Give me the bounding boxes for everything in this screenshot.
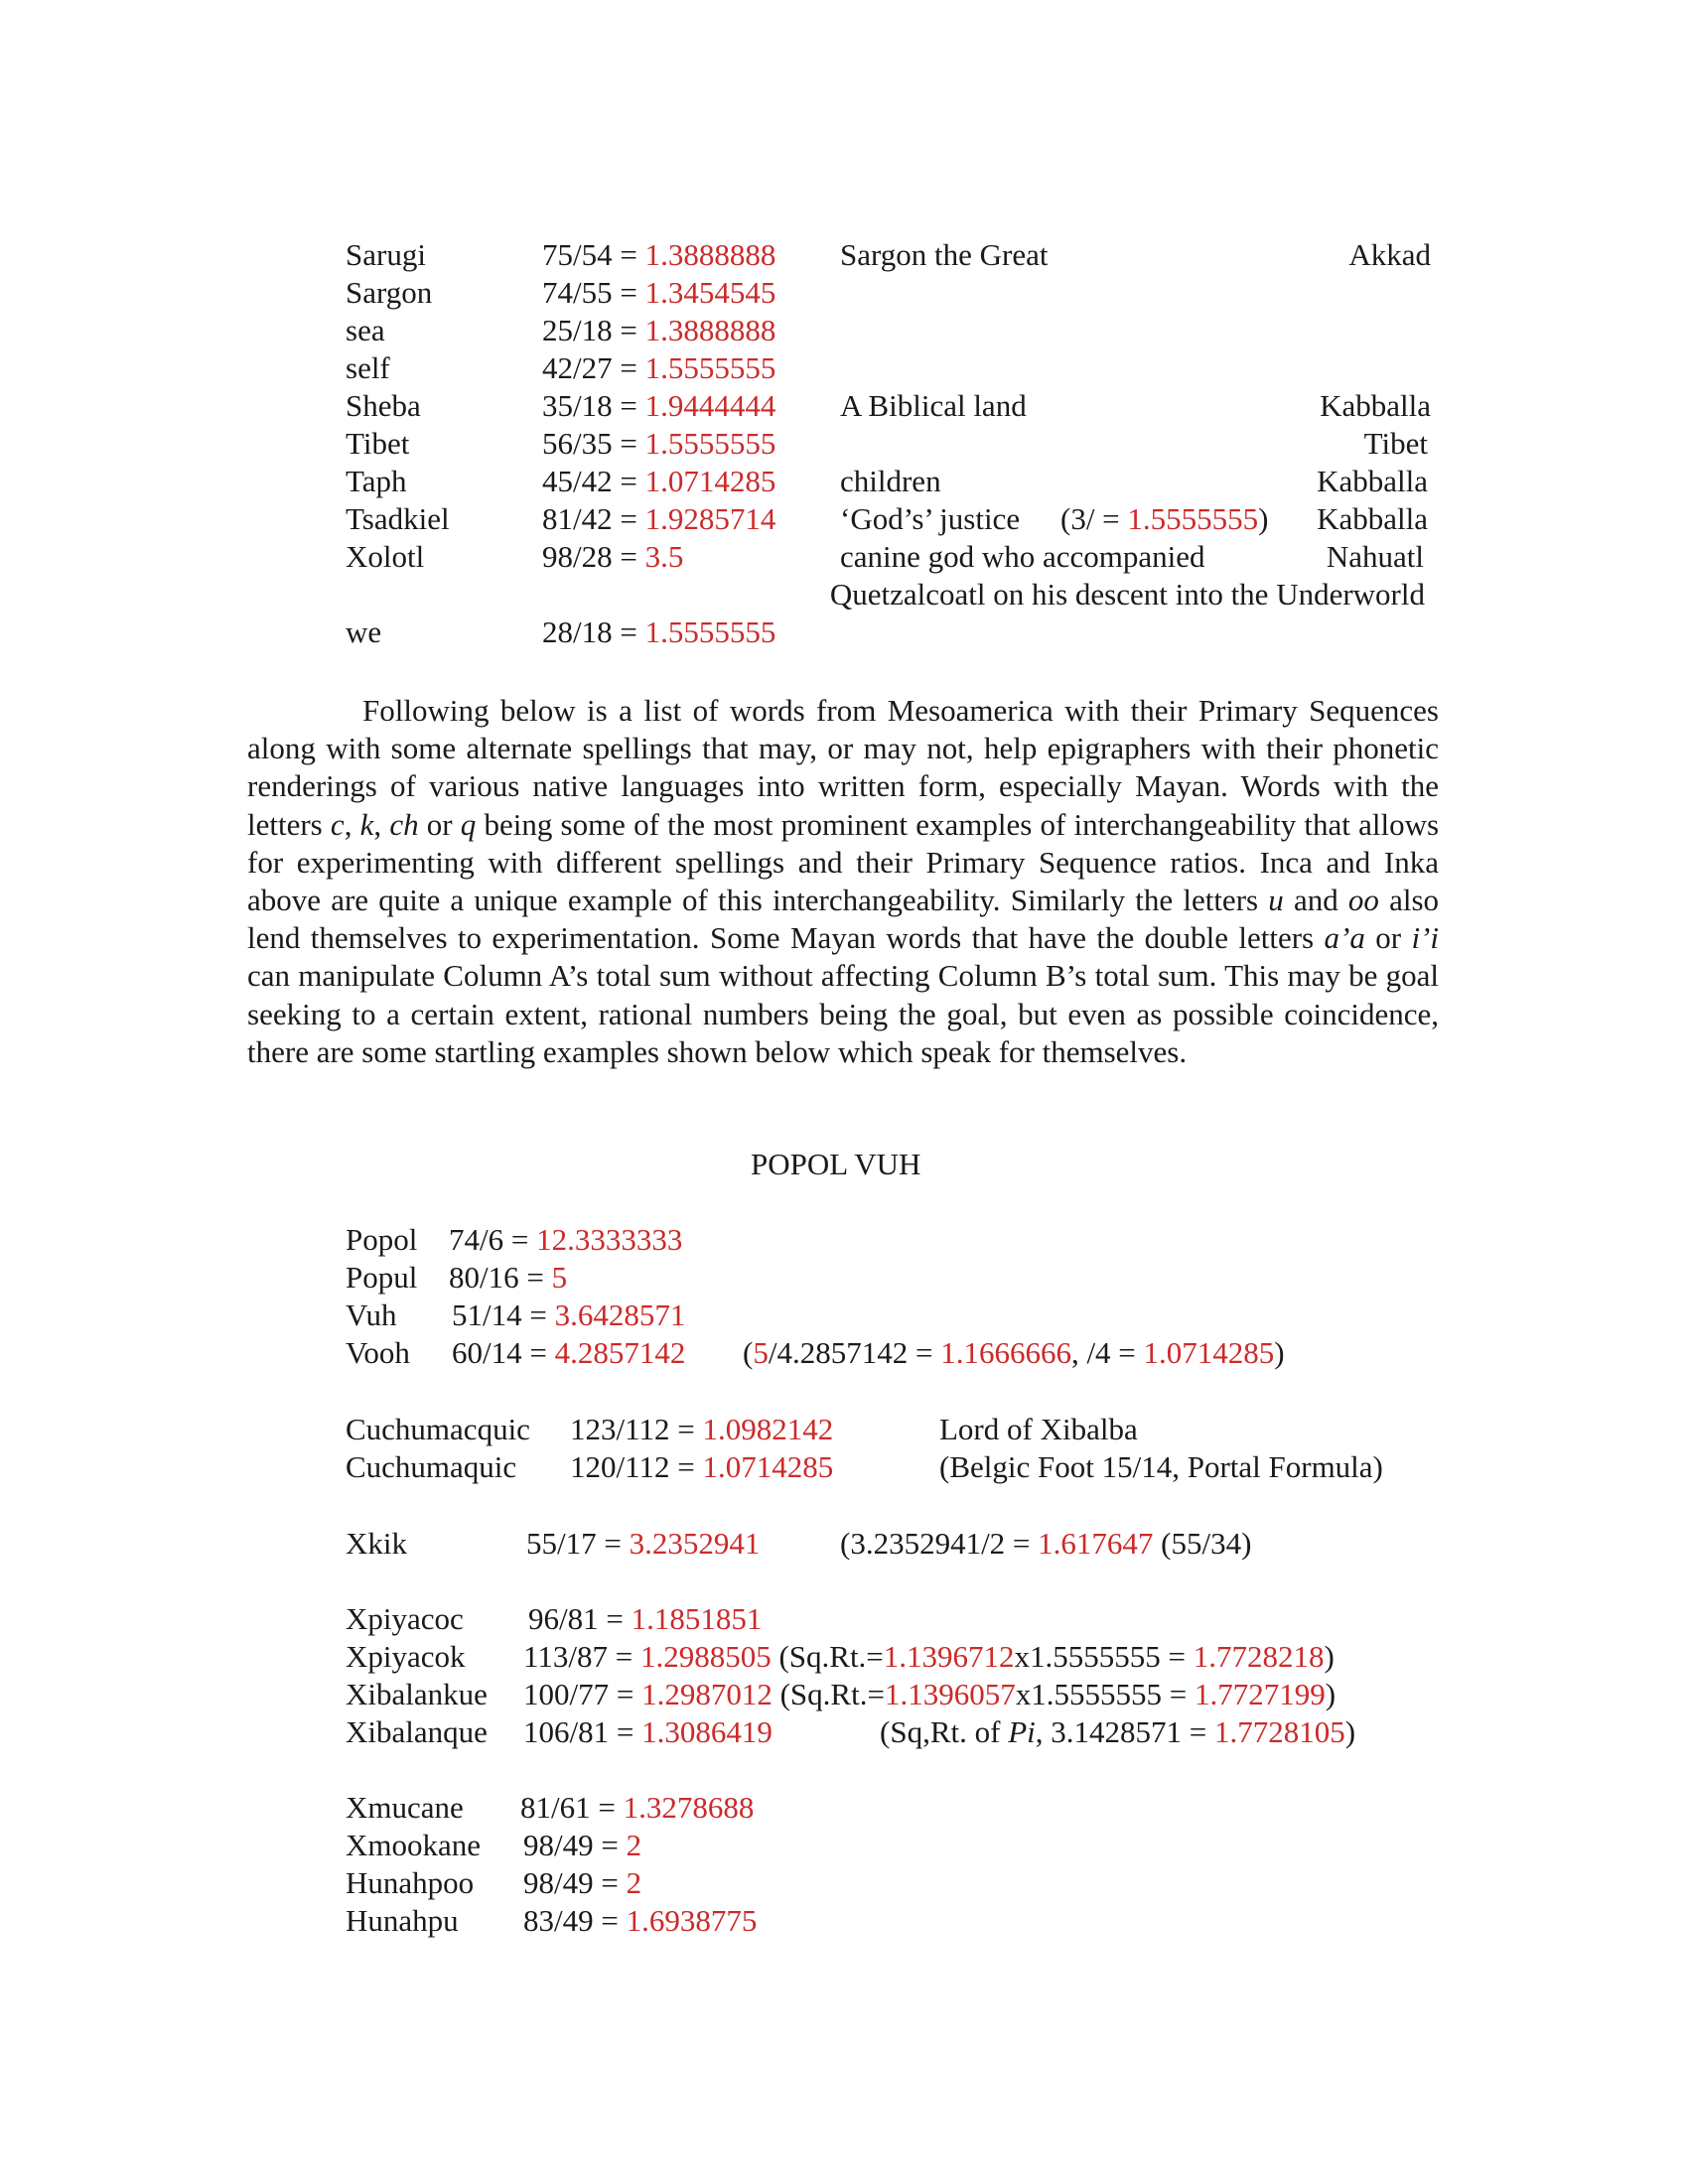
table-description: A Biblical land xyxy=(840,388,1027,423)
table-ratio: 56/35 = 1.5555555 xyxy=(542,426,776,461)
table-description-continued: Quetzalcoatl on his descent into the Underworld xyxy=(829,577,1425,612)
table-description: ‘God’s’ justice xyxy=(840,501,1021,536)
list-note: (Sq,Rt. of Pi, 3.1428571 = 1.7728105) xyxy=(880,1714,1356,1749)
section-heading: POPOL VUH xyxy=(751,1147,921,1181)
table-ratio: 28/18 = 1.5555555 xyxy=(542,614,776,649)
list-word: Xmucane xyxy=(346,1790,464,1825)
table-note: (3/ = 1.5555555) xyxy=(1060,501,1269,536)
list-ratio: 100/77 = 1.2987012 (Sq.Rt.=1.1396057x1.5555555 = 1.7727199) xyxy=(523,1677,1336,1711)
list-ratio: 81/61 = 1.3278688 xyxy=(520,1790,755,1825)
list-word: Xpiyacoc xyxy=(346,1601,464,1636)
table-word: Sarugi xyxy=(346,237,426,272)
table-source: Kabballa xyxy=(1320,388,1431,423)
table-word: Tibet xyxy=(346,426,410,461)
table-word: sea xyxy=(346,313,385,347)
table-ratio: 98/28 = 3.5 xyxy=(542,539,684,574)
table-ratio: 75/54 = 1.3888888 xyxy=(542,237,776,272)
list-ratio: 123/112 = 1.0982142 xyxy=(570,1412,834,1446)
list-ratio: 120/112 = 1.0714285 xyxy=(570,1449,834,1484)
table-source: Kabballa xyxy=(1317,464,1428,498)
table-source: Tibet xyxy=(1363,426,1428,461)
body-paragraph: Following below is a list of words from Mesoamerica with their Primary Sequences along with some alternate spellings that may, or may not, help epigraphers with their phonetic renderings of various native languages into written form, especially Mayan. Words with the letters c, k, ch or q being some of the most prominent examples of interchangeability that allows for experimenting with different spellings and their Primary Sequence ratios. Inca and Inka above are quite a unique example of this interchangeability. Similarly the letters u and oo also lend themselves to experimentation. Some Mayan words that have the double letters a’a or i’i can manipulate Column A’s total sum without affecting Column B’s total sum. This may be goal seeking to a certain extent, rational numbers being the goal, but even as possible coincidence, there are some startling examples shown below which speak for themselves. xyxy=(247,693,1440,1069)
table-word: Sheba xyxy=(346,388,421,423)
table-ratio: 25/18 = 1.3888888 xyxy=(542,313,776,347)
list-ratio: 83/49 = 1.6938775 xyxy=(523,1903,758,1938)
table-source: Kabballa xyxy=(1317,501,1428,536)
list-word: Xibalanque xyxy=(346,1714,488,1749)
table-source: Akkad xyxy=(1348,237,1431,272)
list-word: Cuchumacquic xyxy=(346,1412,530,1446)
table-description: Sargon the Great xyxy=(840,237,1049,272)
list-description: (Belgic Foot 15/14, Portal Formula) xyxy=(939,1449,1383,1484)
list-word: Vooh xyxy=(346,1335,410,1370)
list-word: Hunahpu xyxy=(346,1903,459,1938)
list-ratio: 51/14 = 3.6428571 xyxy=(452,1297,686,1332)
list-word: Popol xyxy=(346,1222,418,1257)
table-source: Nahuatl xyxy=(1326,539,1424,574)
table-word: Tsadkiel xyxy=(346,501,450,536)
list-word: Xibalankue xyxy=(346,1677,488,1711)
list-word: Xpiyacok xyxy=(346,1639,466,1674)
list-note: (3.2352941/2 = 1.617647 (55/34) xyxy=(840,1526,1252,1561)
list-word: Cuchumaquic xyxy=(346,1449,517,1484)
table-ratio: 45/42 = 1.0714285 xyxy=(542,464,776,498)
list-ratio: 98/49 = 2 xyxy=(523,1865,642,1900)
list-ratio: 96/81 = 1.1851851 xyxy=(528,1601,763,1636)
list-word: Vuh xyxy=(346,1297,397,1332)
list-word: Xmookane xyxy=(346,1828,482,1862)
table-description: children xyxy=(840,464,941,498)
table-ratio: 35/18 = 1.9444444 xyxy=(542,388,776,423)
list-word: Xkik xyxy=(346,1526,407,1561)
table-ratio: 74/55 = 1.3454545 xyxy=(542,275,776,310)
table-word: self xyxy=(346,350,390,385)
list-ratio: 55/17 = 3.2352941 xyxy=(526,1526,761,1561)
list-ratio: 60/14 = 4.2857142 xyxy=(452,1335,686,1370)
list-word: Hunahpoo xyxy=(346,1865,475,1900)
list-ratio: 74/6 = 12.3333333 xyxy=(449,1222,683,1257)
table-word: Sargon xyxy=(346,275,433,310)
list-ratio: 80/16 = 5 xyxy=(449,1260,568,1295)
list-ratio: 98/49 = 2 xyxy=(523,1828,642,1862)
table-word: we xyxy=(346,614,382,649)
list-ratio: 113/87 = 1.2988505 (Sq.Rt.=1.1396712x1.5555555 = 1.7728218) xyxy=(523,1639,1335,1674)
table-word: Taph xyxy=(346,464,407,498)
table-ratio: 81/42 = 1.9285714 xyxy=(542,501,776,536)
list-note: (5/4.2857142 = 1.1666666, /4 = 1.0714285) xyxy=(743,1335,1285,1370)
list-ratio: 106/81 = 1.3086419 xyxy=(523,1714,773,1749)
table-word: Xolotl xyxy=(346,539,425,574)
list-description: Lord of Xibalba xyxy=(939,1412,1138,1446)
table-ratio: 42/27 = 1.5555555 xyxy=(542,350,776,385)
list-word: Popul xyxy=(346,1260,418,1295)
table-description: canine god who accompanied xyxy=(840,539,1205,574)
